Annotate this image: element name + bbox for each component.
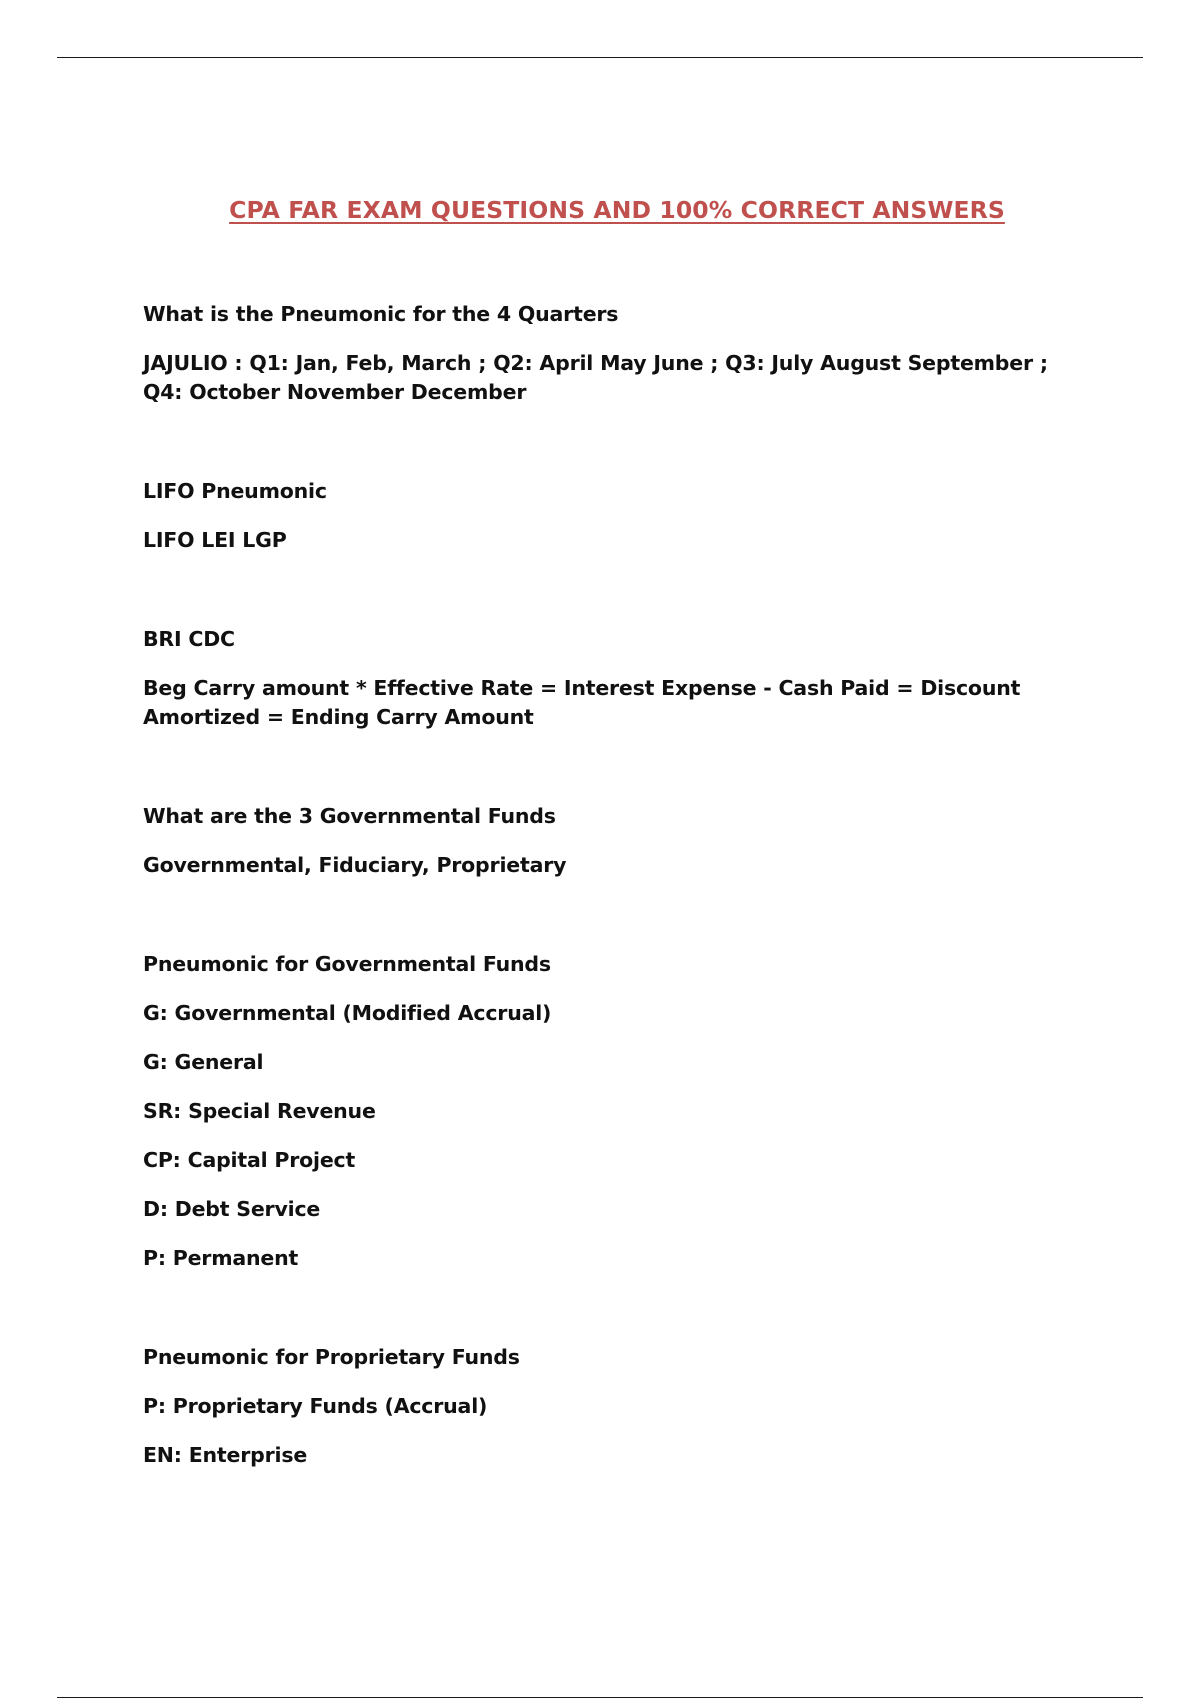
qa-card-proprietary-pneumonic	[143, 1343, 1093, 1470]
qa-card-governmental-pneumonic	[143, 950, 1093, 1273]
answer: D: Debt Service	[143, 1197, 321, 1221]
question: LIFO Pneumonic	[143, 479, 327, 503]
answer: CP: Capital Project	[143, 1148, 356, 1172]
question: What is the Pneumonic for the 4 Quarters	[143, 302, 619, 326]
top-divider	[57, 57, 1143, 58]
question: What are the 3 Governmental Funds	[143, 804, 556, 828]
answer: EN: Enterprise	[143, 1443, 308, 1467]
answer: G: General	[143, 1050, 264, 1074]
qa-card-lifo	[143, 477, 1093, 555]
qa-card-bri-cdc	[143, 625, 1093, 732]
answer: Beg Carry amount * Effective Rate = Interest Expense - Cash Paid = Discount Amortized = Ending Carry Amount	[143, 676, 1021, 729]
document-title: CPA FAR EXAM QUESTIONS AND 100% CORRECT ANSWERS	[229, 196, 1005, 224]
question: Pneumonic for Proprietary Funds	[143, 1345, 520, 1369]
qa-list	[143, 300, 1093, 1540]
answer: SR: Special Revenue	[143, 1099, 376, 1123]
qa-card-governmental-funds	[143, 802, 1093, 880]
answer: P: Permanent	[143, 1246, 299, 1270]
answer: G: Governmental (Modified Accrual)	[143, 1001, 552, 1025]
answer: JAJULIO : Q1: Jan, Feb, March ; Q2: April May June ; Q3: July August September ; Q4: October November December	[143, 351, 1048, 404]
answer: Governmental, Fiduciary, Proprietary	[143, 853, 567, 877]
answer: P: Proprietary Funds (Accrual)	[143, 1394, 488, 1418]
question: Pneumonic for Governmental Funds	[143, 952, 551, 976]
bottom-divider	[57, 1697, 1143, 1698]
qa-card-quarters	[143, 300, 1093, 407]
question: BRI CDC	[143, 627, 235, 651]
answer: LIFO LEI LGP	[143, 528, 287, 552]
